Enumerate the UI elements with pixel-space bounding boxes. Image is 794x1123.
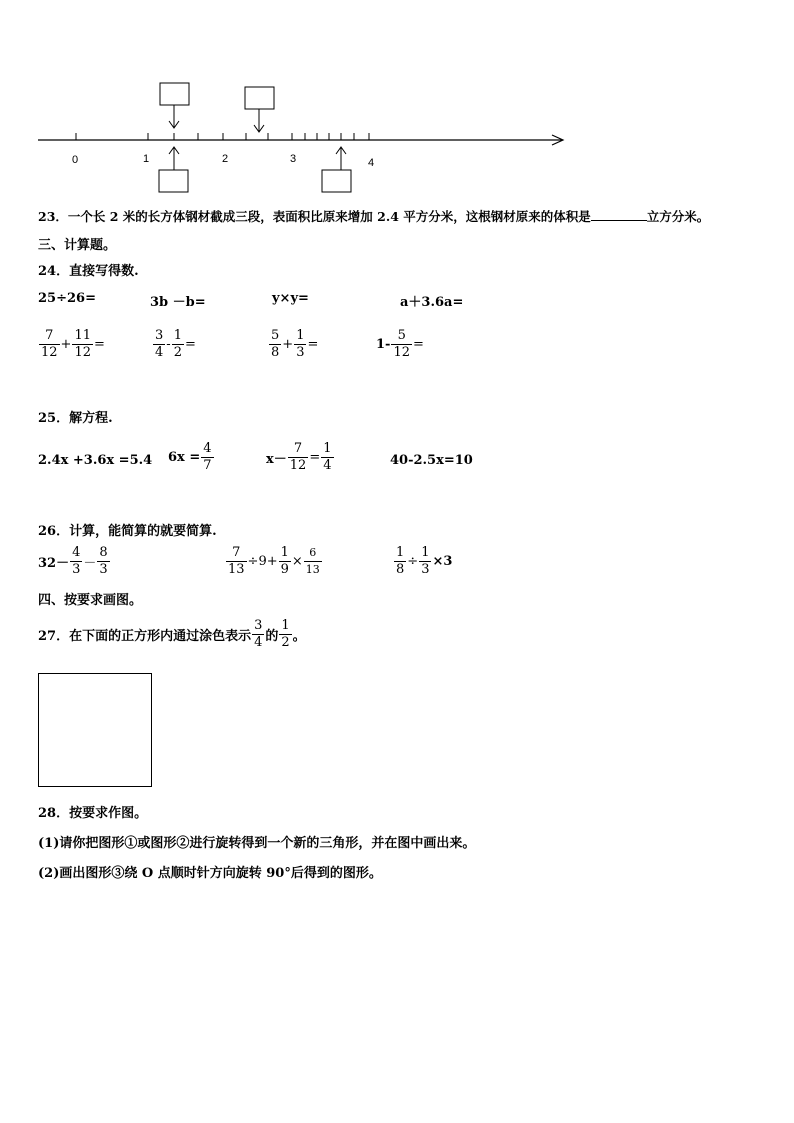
- q26-expression-1: 32－ $\frac{4}{3}$ － $\frac{8}{3}$: [38, 545, 108, 577]
- question-27: 27．在下面的正方形内通过涂色表示 $\frac{3}{4}$ 的 $\frac{1}{2}$ 。: [38, 618, 306, 650]
- tick-label-0: 0: [72, 154, 79, 166]
- q24-item-3: y×y=: [272, 291, 309, 306]
- question-23: [38, 207, 709, 225]
- tick-label-4: 4: [368, 157, 375, 169]
- fraction: $\frac{7}{12}$: [289, 441, 307, 473]
- q24-item-4: a＋3.6a=: [400, 295, 464, 310]
- fraction: $\frac{1}{4}$: [323, 441, 332, 473]
- q25-equation-4: 40-2.5x=10: [390, 453, 473, 468]
- q24-fraction-expr-3: $\frac{5}{8}$ + $\frac{1}{3}$ =: [271, 328, 319, 360]
- q26-expression-2: $\frac{7}{13}$ ÷9+ $\frac{1}{9}$ × $\frac{6}{13}$: [228, 545, 320, 577]
- fraction: $\frac{1}{9}$: [280, 545, 289, 577]
- shading-square[interactable]: [38, 673, 152, 787]
- fraction: $\frac{11}{12}$: [74, 328, 91, 360]
- fraction: $\frac{1}{8}$: [396, 545, 405, 577]
- fraction: $\frac{3}{4}$: [254, 618, 263, 650]
- fraction: $\frac{7}{13}$: [228, 545, 245, 577]
- question-28-title: 28．按要求作图。: [38, 806, 148, 821]
- q24-fraction-expr-4: 1- $\frac{5}{12}$ =: [376, 328, 424, 360]
- answer-box-top-1: [160, 83, 189, 105]
- q24-fraction-expr-2: $\frac{3}{4}$ - $\frac{1}{2}$ =: [155, 328, 196, 360]
- section-4-heading: 四、按要求画图。: [38, 593, 143, 608]
- answer-box-bottom-1: [159, 170, 188, 192]
- fraction: $\frac{4}{7}$: [203, 441, 212, 473]
- fraction: $\frac{1}{2}$: [281, 618, 290, 650]
- fraction: $\frac{3}{4}$: [155, 328, 164, 360]
- number-line-ticks: [76, 133, 369, 140]
- fraction: $\frac{8}{3}$: [99, 545, 108, 577]
- q25-equation-1: 2.4x +3.6x =5.4: [38, 453, 153, 468]
- q24-item-2: 3b －b=: [150, 295, 206, 310]
- question-25-title: 25．解方程.: [38, 411, 113, 426]
- q23-answer-blank[interactable]: [591, 208, 647, 221]
- fraction: $\frac{6}{13}$: [305, 546, 320, 576]
- tick-label-3: 3: [290, 153, 297, 165]
- section-3-heading: 三、计算题。: [38, 238, 117, 253]
- answer-box-top-2: [245, 87, 274, 109]
- q23-text: 23．一个长 2 米的长方体钢材截成三段，表面积比原来增加 2.4 平方分米，这根钢材原来的体积是: [38, 209, 591, 224]
- fraction: $\frac{1}{2}$: [173, 328, 182, 360]
- fraction: $\frac{4}{3}$: [72, 545, 81, 577]
- fraction: $\frac{5}{12}$: [393, 328, 410, 360]
- q28-part-1: (1)请你把图形①或图形②进行旋转得到一个新的三角形，并在图中画出来。: [38, 836, 476, 851]
- answer-box-bottom-2: [322, 170, 351, 192]
- q23-unit: 立方分米。: [646, 209, 710, 224]
- fraction: $\frac{7}{12}$: [41, 328, 58, 360]
- tick-label-1: 1: [143, 153, 150, 165]
- fraction: $\frac{5}{8}$: [271, 328, 280, 360]
- question-24-title: 24．直接写得数.: [38, 264, 139, 279]
- question-26-title: 26．计算，能简算的就要简算.: [38, 524, 217, 539]
- q25-equation-3: x－ $\frac{7}{12}$ = $\frac{1}{4}$: [266, 441, 332, 473]
- q24-fraction-expr-1: $\frac{7}{12}$ + $\frac{11}{12}$ =: [41, 328, 105, 360]
- fraction: $\frac{1}{3}$: [421, 545, 430, 577]
- q25-equation-2: 6x = $\frac{4}{7}$: [168, 441, 212, 473]
- q24-item-1: 25÷26=: [38, 291, 96, 306]
- q26-expression-3: $\frac{1}{8}$ ÷ $\frac{1}{3}$ ×3: [396, 545, 453, 577]
- fraction: $\frac{1}{3}$: [296, 328, 305, 360]
- q28-part-2: (2)画出图形③绕 O 点顺时针方向旋转 90°后得到的图形。: [38, 866, 382, 881]
- number-line-figure: [0, 0, 794, 200]
- tick-label-2: 2: [222, 153, 229, 165]
